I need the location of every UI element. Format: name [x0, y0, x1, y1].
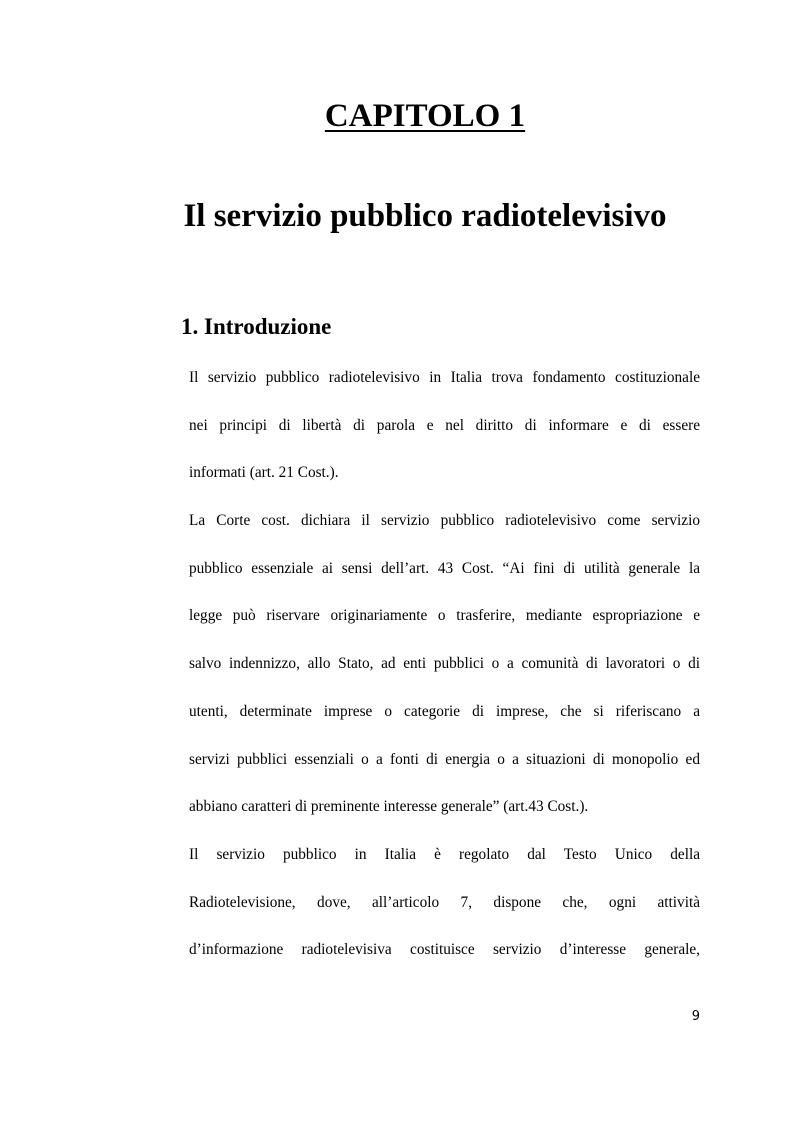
- text-line: salvo indennizzo, allo Stato, ad enti pubblici o a comunità di lavoratori o di: [189, 655, 700, 673]
- page-number: 9: [691, 1009, 700, 1024]
- section-heading: 1. Introduzione: [181, 314, 332, 339]
- body-text: [189, 354, 700, 974]
- text-line: informati (art. 21 Cost.).: [189, 464, 339, 482]
- text-line: nei principi di libertà di parola e nel diritto di informare e di essere: [189, 416, 700, 434]
- text-line: Il servizio pubblico radiotelevisivo in Italia trova fondamento costituzionale: [189, 369, 700, 386]
- text-line: d’informazione radiotelevisiva costituisce servizio d’interesse generale,: [189, 941, 700, 959]
- text-line: pubblico essenziale ai sensi dell’art. 43 Cost. “Ai fini di utilità generale la: [189, 559, 700, 577]
- text-line: Radiotelevisione, dove, all’articolo 7, dispone che, ogni attività: [189, 893, 700, 911]
- text-line: abbiano caratteri di preminente interesse generale” (art.43 Cost.).: [189, 798, 589, 816]
- chapter-title: Il servizio pubblico radiotelevisivo: [183, 198, 667, 234]
- chapter-label: CAPITOLO 1: [324, 98, 526, 134]
- text-line: La Corte cost. dichiara il servizio pubblico radiotelevisivo come servizio: [189, 512, 700, 530]
- text-line: legge può riservare originariamente o trasferire, mediante espropriazione e: [189, 607, 700, 625]
- text-line: servizi pubblici essenziali o a fonti di energia o a situazioni di monopolio ed: [189, 750, 700, 768]
- text-line: utenti, determinate imprese o categorie di imprese, che si riferiscano a: [189, 702, 700, 720]
- text-line: Il servizio pubblico in Italia è regolato dal Testo Unico della: [189, 845, 700, 863]
